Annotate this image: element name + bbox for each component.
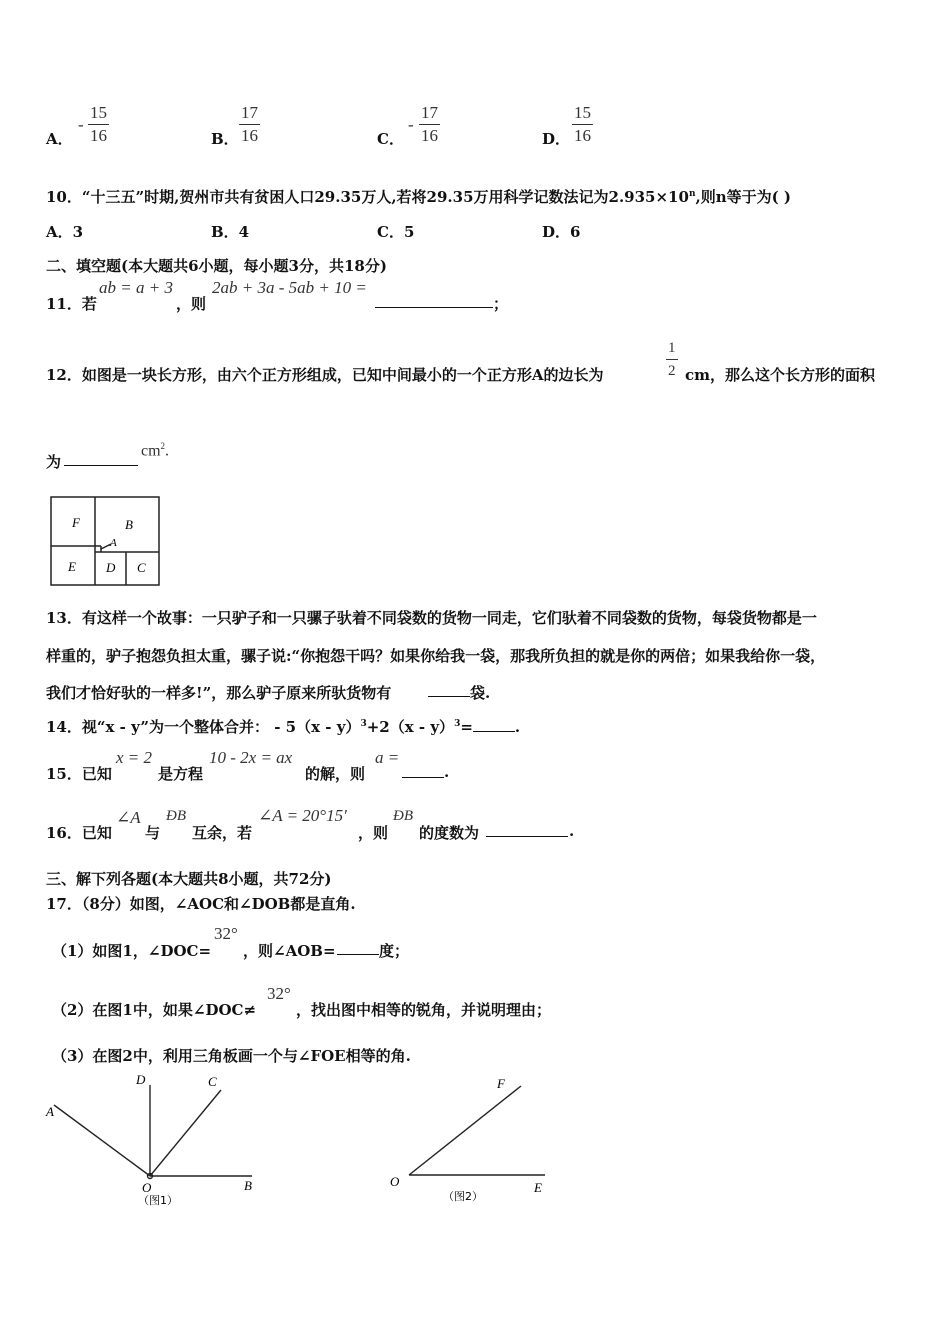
- q17-part2-prefix: （2）在图1中，如果∠DOC≠: [52, 1001, 257, 1019]
- q9-option-a-fraction: [88, 102, 109, 147]
- numerator: 17: [239, 102, 260, 125]
- q17-part1-answer-blank[interactable]: [337, 940, 379, 955]
- denominator: 16: [241, 126, 258, 145]
- q15-mid: 是方程: [158, 765, 204, 783]
- q11-condition: ab = a + 3: [99, 278, 173, 297]
- q13-answer-blank[interactable]: [428, 682, 470, 697]
- q10-option-d: D．6: [542, 223, 581, 241]
- q16-given: ∠A = 20°15′: [258, 806, 347, 825]
- q14-prefix: 14．视“x - y”为一个整体合并： - 5（x - y）: [46, 718, 361, 736]
- q15-mid2: 的解，则: [305, 765, 366, 783]
- q9-option-c-label: C．: [377, 130, 404, 148]
- q13-line2: 样重的，驴子抱怨负担太重，骡子说:“你抱怨干吗？如果你给我一袋，那我所负担的就是你的两倍；如果我给你一袋，: [46, 647, 826, 665]
- q14-exp1: 3: [360, 719, 367, 729]
- denominator: 16: [421, 126, 438, 145]
- q14-equals: =: [460, 718, 473, 736]
- q10-option-b: B．4: [211, 223, 250, 241]
- q16-answer-blank[interactable]: [486, 822, 568, 837]
- ray-of: [409, 1086, 521, 1175]
- q12-side-fraction: [666, 337, 678, 382]
- q16-and: 与: [145, 824, 161, 842]
- q10-stem: [46, 186, 791, 207]
- q11-mid: ，则: [176, 295, 207, 313]
- q15-condition: x = 2: [116, 748, 153, 767]
- q10-option-a: A．3: [46, 223, 84, 241]
- label-d: D: [106, 560, 116, 575]
- q14-answer-blank[interactable]: [473, 717, 515, 732]
- q12-unit-dot: .: [165, 442, 170, 460]
- q9-option-c-sign: -: [408, 115, 414, 134]
- q9-option-a-label: A．: [46, 130, 73, 148]
- q17-part1-end: 度；: [379, 942, 410, 960]
- q9-option-a-sign: -: [78, 115, 84, 134]
- q15-answer-blank[interactable]: [402, 763, 444, 778]
- q9-option-b-fraction: [239, 102, 260, 147]
- label-f: F: [72, 515, 80, 530]
- label-b: B: [125, 517, 133, 532]
- q17-part3: （3）在图2中，利用三角板画一个与∠FOE相等的角.: [52, 1047, 411, 1065]
- q17-part1-mid: ，则∠AOB=: [243, 942, 336, 960]
- q17-figure-2: [385, 1072, 560, 1212]
- label-o: O: [390, 1174, 400, 1189]
- ray-oc: [150, 1090, 221, 1176]
- q9-option-b-label: B．: [211, 130, 239, 148]
- figure-2-caption: （图2）: [443, 1190, 483, 1203]
- label-e: E: [534, 1180, 542, 1195]
- q16-mid2: ，则: [358, 824, 389, 842]
- q10-option-c: C．5: [377, 223, 415, 241]
- q12-unit-sup: 2: [160, 441, 166, 451]
- label-d: D: [136, 1072, 146, 1087]
- label-c: C: [137, 560, 146, 575]
- q13-line1: 13．有这样一个故事：一只驴子和一只骡子驮着不同袋数的货物一同走，它们驮着不同袋数的货物，每袋货物都是一: [46, 609, 817, 627]
- q16-prefix: 16．已知: [46, 824, 112, 842]
- section-3-heading: 三、解下列各题(本大题共8小题，共72分): [46, 870, 332, 888]
- q11-prefix: 11．若: [46, 295, 97, 313]
- q11-answer-blank[interactable]: [375, 293, 493, 308]
- q12-unit: [141, 441, 169, 460]
- q14-exp2: 3: [454, 719, 461, 729]
- q13-line3-prefix: 我们才恰好驮的一样多!”，那么驴子原来所驮货物有: [46, 684, 392, 702]
- q13-line3-end: 袋.: [470, 684, 491, 702]
- q15-dot: .: [444, 763, 450, 781]
- q17-part2-value: 32°: [267, 984, 291, 1003]
- label-e: E: [68, 559, 76, 574]
- q14-dot: .: [514, 718, 521, 736]
- q10-exponent: n: [688, 189, 696, 199]
- q9-option-d-label: D．: [542, 130, 571, 148]
- denominator: 16: [574, 126, 591, 145]
- q11-end: ；: [493, 295, 509, 313]
- label-b: B: [244, 1178, 252, 1193]
- denominator: 2: [668, 363, 676, 379]
- q17-stem: 17．（8分）如图，∠AOC和∠DOB都是直角.: [46, 895, 356, 913]
- q14: [46, 716, 520, 737]
- q17-figure-1: [40, 1068, 270, 1213]
- q16-angle-a: ∠A: [116, 808, 141, 827]
- q16-dot: .: [569, 822, 575, 840]
- numerator: 17: [419, 102, 440, 125]
- q16-angle-b: ÐB: [166, 808, 186, 824]
- q14-mid: +2（x - y）: [366, 718, 455, 736]
- q12-line1: 12．如图是一块长方形，由六个正方形组成，已知中间最小的一个正方形A的边长为: [46, 366, 604, 384]
- numerator: 15: [572, 102, 593, 125]
- label-a: A: [110, 537, 117, 549]
- q10-stem-end: ,则n等于为( ): [695, 188, 792, 206]
- label-o: O: [142, 1180, 152, 1195]
- q16-angle-b2: ÐB: [393, 808, 413, 824]
- label-f: F: [497, 1076, 505, 1091]
- q9-option-d-fraction: [572, 102, 593, 147]
- q12-unit-text: cm: [141, 442, 161, 460]
- q15-equation: 10 - 2x = ax: [209, 748, 293, 767]
- label-a: A: [46, 1104, 54, 1119]
- q17-part1-prefix: （1）如图1，∠DOC=: [52, 942, 212, 960]
- q11-expression: 2ab + 3a - 5ab + 10 =: [212, 278, 367, 297]
- q15-prefix: 15．已知: [46, 765, 112, 783]
- q16-end: 的度数为: [419, 824, 480, 842]
- label-c: C: [208, 1074, 217, 1089]
- numerator: 1: [666, 337, 678, 360]
- q16-mid: 互余，若: [192, 824, 253, 842]
- q12-line1-end: cm，那么这个长方形的面积: [685, 366, 876, 384]
- q15-variable: a =: [375, 748, 400, 767]
- ray-oa: [54, 1105, 150, 1176]
- figure-1-caption: （图1）: [138, 1194, 178, 1207]
- section-2-heading: 二、填空题(本大题共6小题，每小题3分，共18分): [46, 257, 387, 275]
- q10-stem-text: 10．“十三五”时期,贺州市共有贫困人口29.35万人,若将29.35万用科学记数法记为2.935×10: [46, 188, 689, 206]
- q17-part1-value: 32°: [214, 924, 238, 943]
- q17-part2-end: ，找出图中相等的锐角，并说明理由；: [296, 1001, 552, 1019]
- q12-line2-prefix: 为: [46, 453, 62, 471]
- denominator: 16: [90, 126, 107, 145]
- q9-option-c-fraction: [419, 102, 440, 147]
- numerator: 15: [88, 102, 109, 125]
- q12-answer-blank[interactable]: [64, 451, 138, 466]
- q12-rectangle-figure: [48, 494, 163, 588]
